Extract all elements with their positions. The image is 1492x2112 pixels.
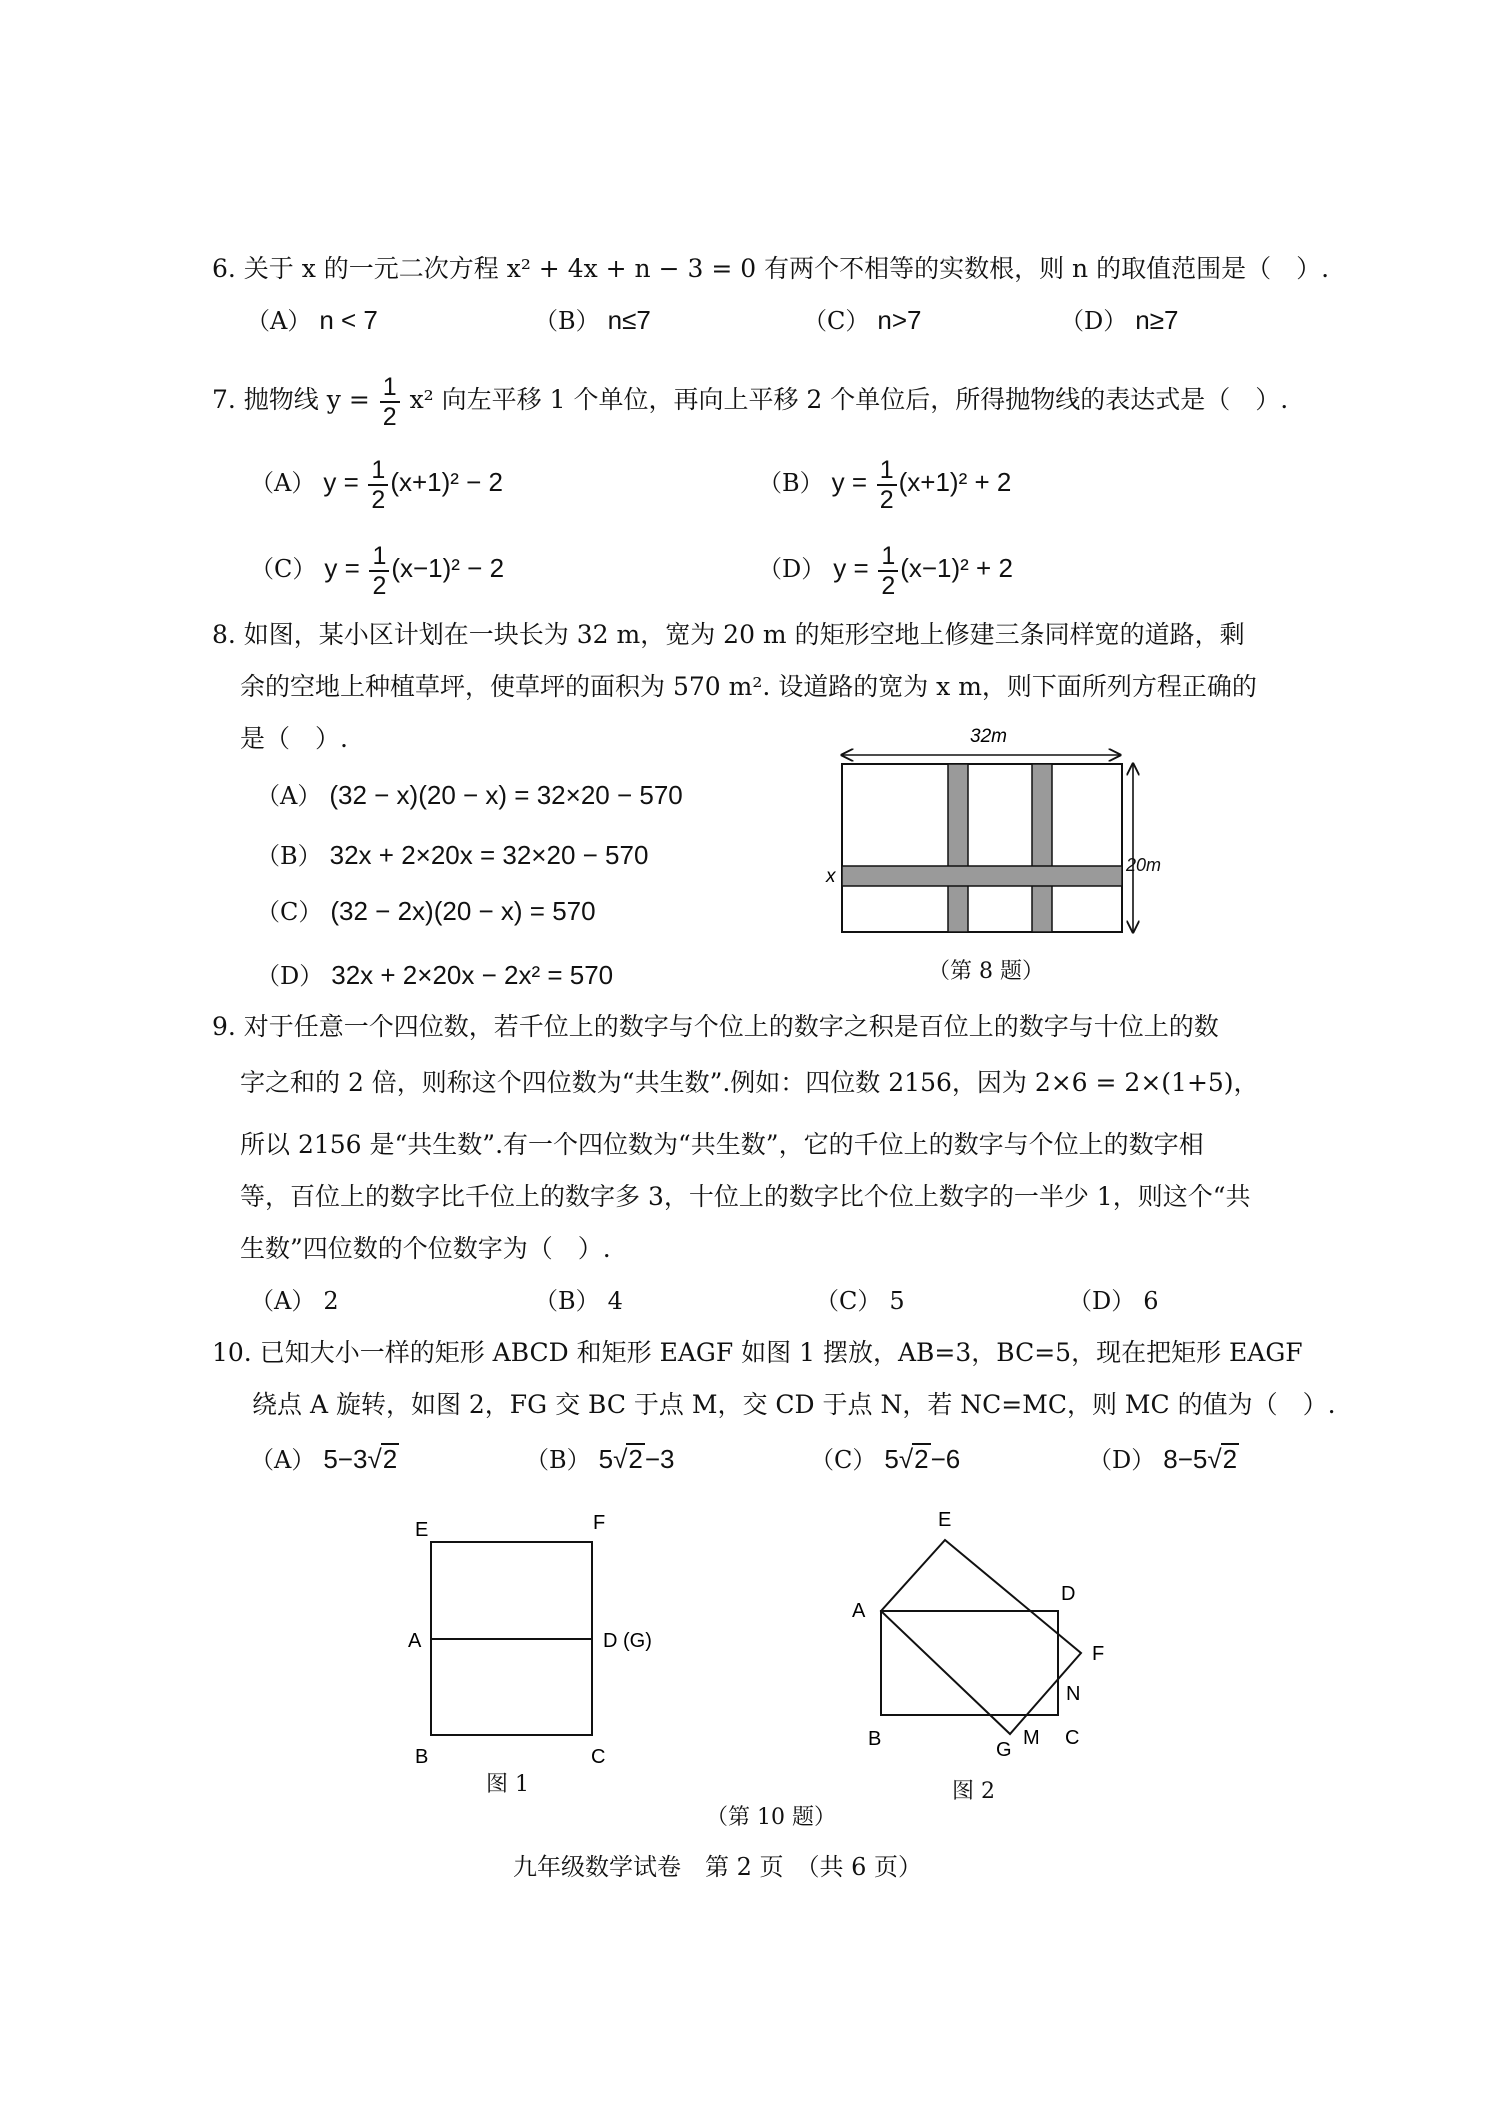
radicand: 2: [628, 1444, 643, 1474]
option-text: n>7: [877, 305, 922, 335]
q7-stem-prefix: 7. 抛物线 y =: [212, 385, 370, 414]
q8-line-1: 8. 如图，某小区计划在一块长为 32 m，宽为 20 m 的矩形空地上修建三条同样宽的道路，剩: [212, 620, 1245, 649]
fraction-numerator: 1: [380, 373, 400, 403]
fig1-label-e: E: [415, 1519, 429, 1541]
q10-line-1: 10. 已知大小一样的矩形 ABCD 和矩形 EAGF 如图 1 摆放，AB=3，BC=5，现在把矩形 EAGF: [212, 1338, 1303, 1367]
option-fraction: [368, 456, 388, 514]
option-label: （C）: [250, 555, 317, 583]
q10-figure-2: [840, 1500, 1130, 1780]
option-label: （A）: [250, 1287, 316, 1315]
fraction-denominator: 2: [881, 571, 896, 600]
fraction-numerator: 1: [368, 456, 388, 486]
q10-figure-1: [395, 1505, 695, 1768]
option-text: 2: [323, 1287, 339, 1315]
plot-rectangle: [842, 764, 1122, 932]
fig2-label-f: F: [1092, 1643, 1105, 1665]
q9-option-d: [1068, 1284, 1159, 1318]
q9-option-a: [250, 1284, 339, 1318]
option-text: (32 − 2x)(20 − x) = 570: [330, 896, 596, 926]
q9-line-1: 9. 对于任意一个四位数，若千位上的数字与个位上的数字之积是百位上的数字与十位上的数: [212, 1012, 1219, 1041]
q7-option-d: [758, 538, 1013, 600]
fig2-label-c: C: [1065, 1727, 1080, 1749]
option-label: （D）: [1088, 1446, 1156, 1474]
option-label: （B）: [525, 1446, 591, 1474]
fig2-label-g: G: [996, 1739, 1012, 1761]
fig2-label-e: E: [938, 1509, 952, 1531]
fraction-denominator: 2: [382, 402, 397, 431]
fig2-label-b: B: [868, 1728, 882, 1750]
q9-option-b: [534, 1284, 623, 1318]
q10-line-2: 绕点 A 旋转，如图 2，FG 交 BC 于点 M，交 CD 于点 N，若 NC=MC，则 MC 的值为（ ）.: [252, 1390, 1336, 1419]
q10-option-a: [250, 1442, 399, 1477]
option-pre: 5: [598, 1444, 614, 1474]
option-text: 6: [1143, 1287, 1159, 1315]
radicand: 2: [1222, 1444, 1238, 1474]
option-pre: y =: [323, 467, 359, 497]
fraction-numerator: 1: [878, 542, 898, 572]
option-post: (x+1)² − 2: [390, 467, 504, 497]
sqrt-sign: √: [898, 1444, 914, 1474]
width-label: 32m: [970, 726, 1007, 747]
fraction-numerator: 1: [369, 542, 389, 572]
fraction-denominator: 2: [879, 485, 894, 514]
fig1-label-dg: D (G): [603, 1630, 652, 1652]
option-text: n≤7: [607, 305, 651, 335]
option-label: （A）: [256, 782, 322, 810]
q7-fraction: [380, 373, 400, 431]
sqrt-sign: √: [613, 1444, 628, 1474]
q8-option-c: [256, 894, 596, 929]
q10-option-c: [810, 1442, 960, 1477]
page-footer: 九年级数学试卷 第 2 页 （共 6 页）: [513, 1853, 923, 1881]
option-post: (x−1)² − 2: [391, 553, 505, 583]
option-text: 32x + 2×20x − 2x² = 570: [331, 960, 614, 990]
fig2-label-d: D: [1061, 1583, 1076, 1605]
q10-option-d: [1088, 1442, 1239, 1477]
radicand: 2: [914, 1444, 929, 1474]
option-label: （B）: [758, 469, 824, 497]
q9-line-2: 字之和的 2 倍，则称这个四位数为“共生数”.例如：四位数 2156，因为 2×6 = 2×(1+5)，: [240, 1068, 1259, 1097]
option-pre: y =: [831, 467, 868, 497]
option-label: （C）: [256, 898, 323, 926]
option-post: −6: [930, 1444, 961, 1474]
fig1-label-f: F: [593, 1512, 606, 1534]
radicand: 2: [382, 1444, 398, 1474]
q8-option-b: [256, 838, 648, 873]
option-label: （C）: [810, 1446, 877, 1474]
fig1-label-b: B: [415, 1746, 429, 1768]
fraction-denominator: 2: [371, 485, 386, 514]
q6-stem: 6. 关于 x 的一元二次方程 x² + 4x + n − 3 = 0 有两个不相等的实数根，则 n 的取值范围是（ ）.: [212, 254, 1330, 283]
fig2-label-n: N: [1066, 1683, 1081, 1705]
option-text: 4: [607, 1287, 623, 1315]
q8-line-2: 余的空地上种植草坪，使草坪的面积为 570 m². 设道路的宽为 x m，则下面所列方程正确的: [240, 672, 1257, 701]
option-label: （B）: [256, 842, 322, 870]
q8-option-d: [256, 958, 613, 993]
fig2-label-m: M: [1023, 1727, 1040, 1749]
q8-line-3: 是（ ）.: [240, 724, 348, 753]
option-label: （D）: [256, 962, 324, 990]
option-post: (x−1)² + 2: [900, 553, 1013, 583]
vertical-road-2: [1032, 764, 1052, 932]
fig1-label-a: A: [408, 1630, 422, 1652]
fraction-denominator: 2: [372, 571, 387, 600]
q10-fig1-caption: 图 1: [486, 1772, 529, 1797]
q8-figure: [820, 718, 1162, 988]
road-width-label: x: [826, 866, 836, 887]
option-label: （A）: [250, 469, 316, 497]
q7-option-a: [250, 452, 503, 514]
q7-stem: [212, 370, 1288, 431]
option-label: （D）: [1068, 1287, 1136, 1315]
q6-option-a: [246, 303, 378, 338]
q6-option-b: [534, 303, 651, 338]
option-pre: y =: [324, 553, 360, 583]
fig2-rectangle-eagf: [881, 1540, 1081, 1734]
vertical-road-1: [948, 764, 968, 932]
option-label: （C）: [815, 1287, 882, 1315]
option-post: (x+1)² + 2: [898, 467, 1012, 497]
q9-line-4: 等，百位上的数字比千位上的数字多 3，十位上的数字比个位上数字的一半少 1，则这个“共: [240, 1182, 1251, 1211]
option-label: （B）: [534, 307, 600, 335]
option-fraction: [877, 456, 897, 514]
q7-stem-suffix: x² 向左平移 1 个单位，再向上平移 2 个单位后，所得抛物线的表达式是（ ）.: [409, 385, 1289, 414]
option-label: （C）: [803, 307, 870, 335]
option-label: （D）: [758, 555, 826, 583]
fraction-numerator: 1: [877, 456, 897, 486]
q9-line-3: 所以 2156 是“共生数”.有一个四位数为“共生数”，它的千位上的数字与个位上的数字相: [240, 1130, 1204, 1159]
option-label: （A）: [246, 307, 312, 335]
sqrt-sign: √: [367, 1444, 382, 1474]
fig1-label-c: C: [591, 1746, 606, 1768]
option-text: 5: [889, 1287, 905, 1315]
q10-fig2-caption: 图 2: [952, 1779, 995, 1804]
sqrt-sign: √: [1207, 1444, 1222, 1474]
option-pre: y =: [833, 553, 869, 583]
option-label: （B）: [534, 1287, 600, 1315]
q6-option-d: [1060, 303, 1178, 338]
option-fraction: [878, 542, 898, 600]
q9-option-c: [815, 1284, 905, 1318]
option-text: 32x + 2×20x = 32×20 − 570: [329, 840, 649, 870]
fig2-label-a: A: [852, 1600, 866, 1622]
option-fraction: [369, 542, 389, 600]
option-label: （D）: [1060, 307, 1128, 335]
horizontal-road: [842, 866, 1122, 886]
option-text: n < 7: [319, 305, 378, 335]
q7-option-c: [250, 538, 504, 600]
option-post: −3: [644, 1444, 675, 1474]
option-label: （A）: [250, 1446, 316, 1474]
option-text: (32 − x)(20 − x) = 32×20 − 570: [329, 780, 683, 810]
q6-option-c: [803, 303, 921, 338]
option-pre: 5: [884, 1444, 899, 1474]
q10-option-b: [525, 1442, 675, 1477]
height-label: 20m: [1126, 855, 1162, 875]
q7-option-b: [758, 452, 1011, 514]
fig2-rectangle-abcd: [881, 1611, 1058, 1715]
q8-option-a: [256, 778, 683, 813]
q9-line-5: 生数”四位数的个位数字为（ ）.: [240, 1234, 611, 1263]
option-pre: 5−3: [323, 1444, 368, 1474]
option-pre: 8−5: [1163, 1444, 1208, 1474]
q8-figure-caption: （第 8 题）: [928, 959, 1044, 984]
q10-figure-caption: （第 10 题）: [706, 1805, 836, 1830]
option-text: n≥7: [1135, 305, 1179, 335]
